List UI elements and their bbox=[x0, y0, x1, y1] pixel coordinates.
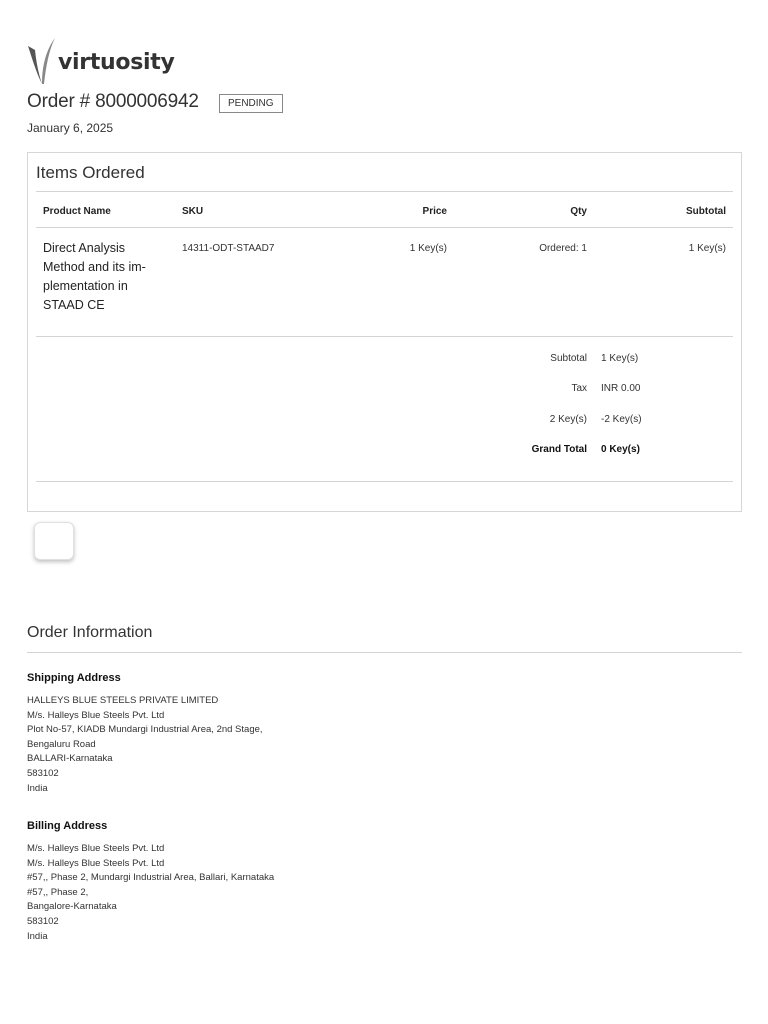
divider bbox=[36, 336, 733, 337]
brand-name: virtuosity bbox=[58, 50, 175, 75]
shipping-address bbox=[27, 694, 263, 796]
product-subtotal: 1 Key(s) bbox=[688, 243, 726, 254]
divider bbox=[27, 652, 742, 653]
virtuosity-logo-icon bbox=[26, 36, 56, 86]
address-line: India bbox=[27, 782, 48, 794]
subtotal-value: 1 Key(s) bbox=[601, 353, 639, 364]
address-line: M/s. Halleys Blue Steels Pvt. Ltd bbox=[27, 857, 165, 869]
address-line: India bbox=[27, 930, 48, 942]
order-date: January 6, 2025 bbox=[27, 121, 114, 135]
billing-address bbox=[27, 842, 274, 944]
product-qty: Ordered: 1 bbox=[539, 243, 587, 254]
order-title: Order # 8000006942 bbox=[27, 91, 199, 112]
address-line: Bengaluru Road bbox=[27, 738, 96, 750]
brand-logo[interactable] bbox=[26, 34, 175, 86]
divider bbox=[36, 481, 733, 482]
column-header-product-name: Product Name bbox=[43, 206, 111, 217]
tax-label: Tax bbox=[571, 383, 587, 394]
floating-action-button[interactable] bbox=[34, 522, 74, 560]
product-name: Direct Analysis Method and its im-plementation in STAAD CE bbox=[43, 241, 146, 312]
divider bbox=[36, 227, 733, 228]
status-badge: PENDING bbox=[219, 94, 283, 113]
column-header-qty: Qty bbox=[570, 206, 587, 217]
billing-address-heading: Billing Address bbox=[27, 820, 108, 832]
address-line: Bangalore-Karnataka bbox=[27, 901, 117, 913]
column-header-price: Price bbox=[422, 206, 447, 217]
product-sku: 14311-ODT-STAAD7 bbox=[182, 243, 275, 254]
address-line: 583102 bbox=[27, 767, 59, 779]
discount-value: -2 Key(s) bbox=[601, 414, 642, 425]
address-line: 583102 bbox=[27, 915, 59, 927]
address-line: BALLARI-Karnataka bbox=[27, 753, 113, 765]
shipping-address-heading: Shipping Address bbox=[27, 672, 121, 684]
order-information-title: Order Information bbox=[27, 624, 153, 641]
address-line: M/s. Halleys Blue Steels Pvt. Ltd bbox=[27, 709, 165, 721]
column-header-subtotal: Subtotal bbox=[686, 206, 726, 217]
address-line: #57,, Phase 2, Mundargi Industrial Area, Ballari, Karnataka bbox=[27, 872, 275, 884]
address-line: HALLEYS BLUE STEELS PRIVATE LIMITED bbox=[27, 695, 219, 706]
items-ordered-title: Items Ordered bbox=[36, 163, 145, 182]
column-header-sku: SKU bbox=[182, 206, 204, 217]
grand-total-value: 0 Key(s) bbox=[601, 444, 640, 455]
grand-total-label: Grand Total bbox=[531, 444, 587, 455]
divider bbox=[36, 191, 733, 192]
tax-value: INR 0.00 bbox=[601, 383, 641, 394]
subtotal-label: Subtotal bbox=[550, 353, 587, 364]
discount-label: 2 Key(s) bbox=[549, 414, 587, 425]
address-line: M/s. Halleys Blue Steels Pvt. Ltd bbox=[27, 843, 165, 854]
product-price: 1 Key(s) bbox=[409, 243, 447, 254]
address-line: Plot No-57, KIADB Mundargi Industrial Area, 2nd Stage, bbox=[27, 724, 263, 736]
address-line: #57,, Phase 2, bbox=[27, 886, 89, 898]
items-ordered-section bbox=[27, 152, 742, 512]
